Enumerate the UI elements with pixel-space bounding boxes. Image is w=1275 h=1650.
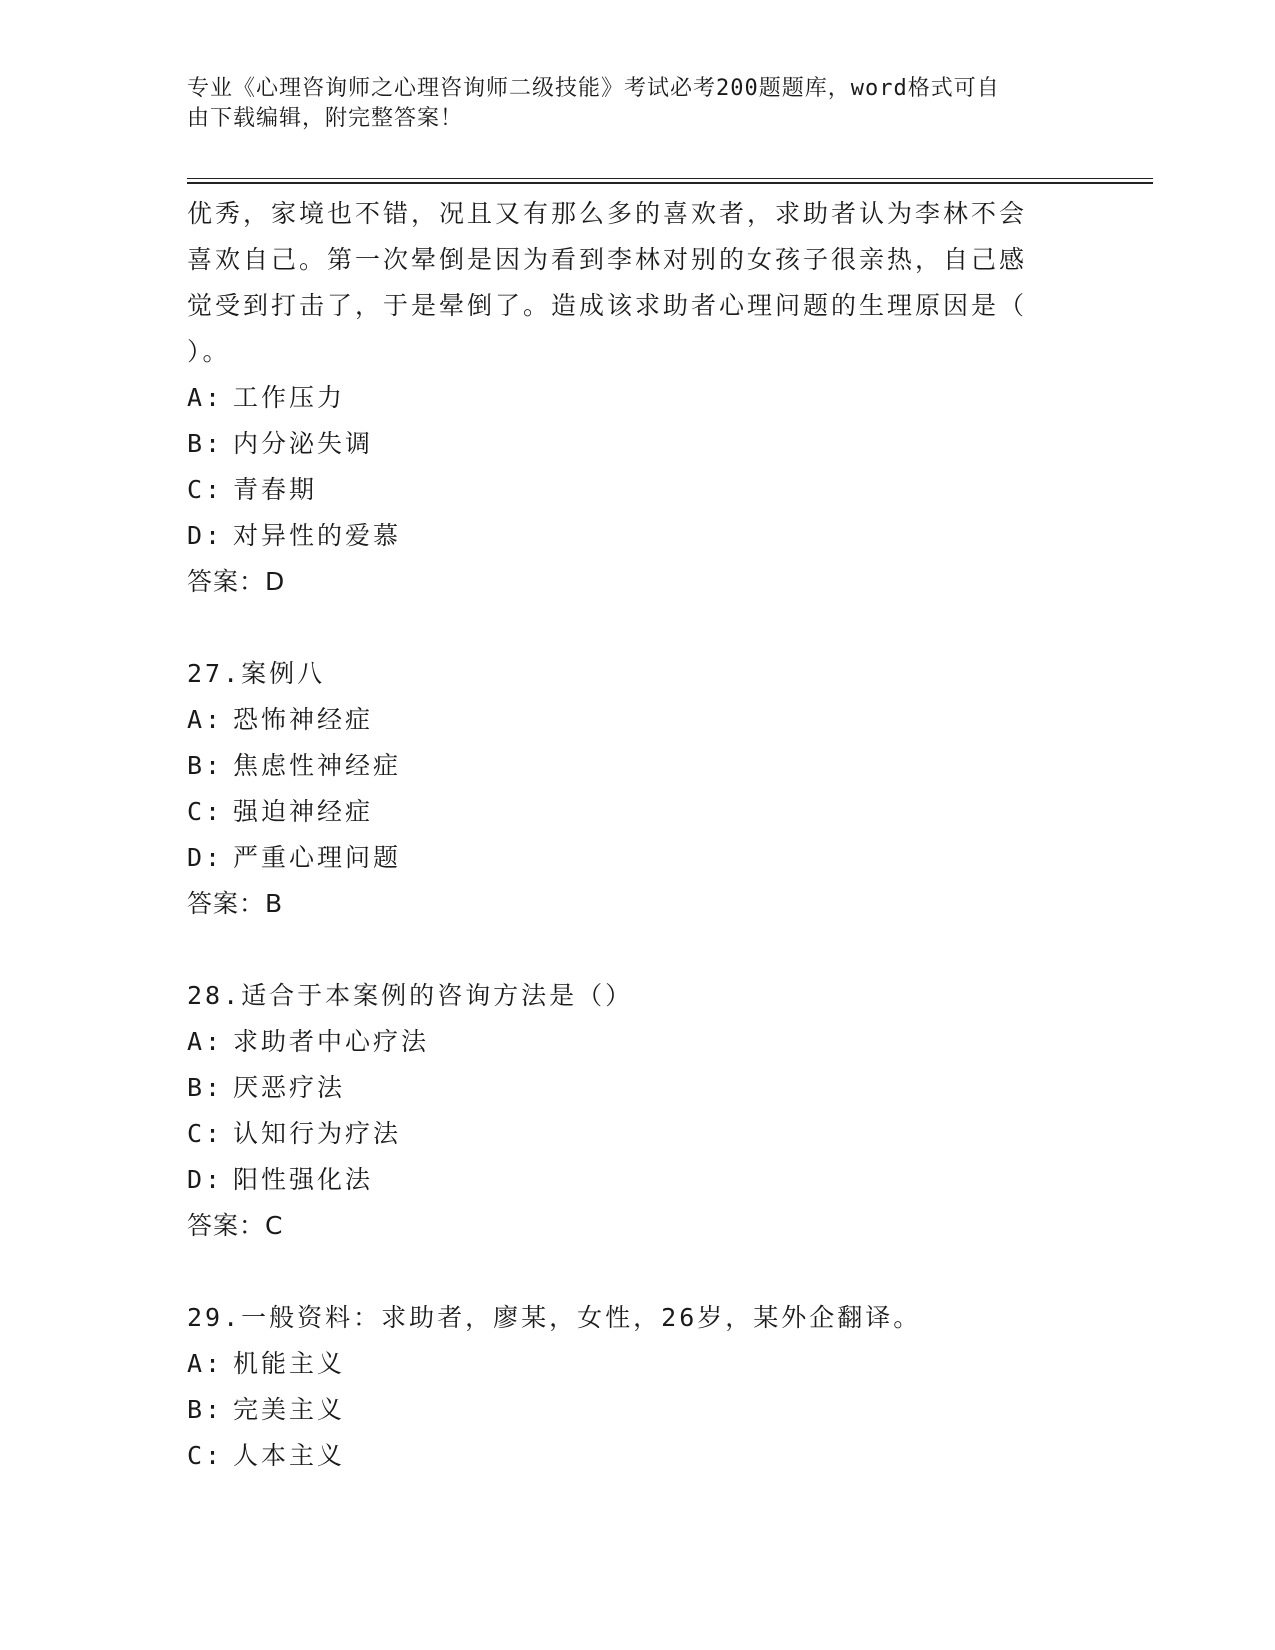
- question-stem: 28.适合于本案例的咨询方法是（）: [187, 981, 634, 1010]
- option-label: B:: [187, 1395, 224, 1424]
- header-divider-thick: [187, 182, 1153, 184]
- option-c: [187, 789, 1067, 835]
- document-body: [187, 191, 1067, 1479]
- option-text: 青春期: [233, 475, 318, 504]
- option-text: 人本主义: [233, 1441, 346, 1470]
- option-text: 焦虑性神经症: [233, 751, 402, 780]
- question-text-line: 喜欢自己。第一次晕倒是因为看到李林对别的女孩子很亲热，自己感: [187, 245, 1028, 274]
- option-text: 对异性的爱慕: [233, 521, 402, 550]
- question-27: [187, 651, 1067, 927]
- option-label: A:: [187, 705, 224, 734]
- document-header: [187, 74, 1067, 134]
- option-label: A:: [187, 1027, 224, 1056]
- option-c: [187, 467, 1067, 513]
- option-text: 恐怖神经症: [233, 705, 374, 734]
- question-stem: 29.一般资料：求助者，廖某，女性，26岁，某外企翻译。: [187, 1303, 922, 1332]
- option-a: [187, 375, 1067, 421]
- option-text: 严重心理问题: [233, 843, 402, 872]
- spacer: [187, 927, 1067, 973]
- option-text: 内分泌失调: [233, 429, 374, 458]
- option-d: [187, 1157, 1067, 1203]
- option-text: 阳性强化法: [233, 1165, 374, 1194]
- option-text: 求助者中心疗法: [233, 1027, 430, 1056]
- option-label: B:: [187, 751, 224, 780]
- option-label: C:: [187, 1441, 224, 1470]
- option-text: 厌恶疗法: [233, 1073, 346, 1102]
- spacer: [187, 1249, 1067, 1295]
- option-c: [187, 1433, 1067, 1479]
- option-a: [187, 1341, 1067, 1387]
- spacer: [187, 605, 1067, 651]
- answer-line: 答案：B: [187, 889, 284, 918]
- option-label: B:: [187, 429, 224, 458]
- option-label: A:: [187, 1349, 224, 1378]
- question-continued: [187, 191, 1067, 605]
- option-b: [187, 421, 1067, 467]
- header-divider-thin: [187, 178, 1153, 179]
- header-line-2: 由下载编辑，附完整答案！: [187, 106, 464, 131]
- option-text: 强迫神经症: [233, 797, 374, 826]
- question-29: [187, 1295, 1067, 1479]
- option-label: B:: [187, 1073, 224, 1102]
- option-text: 机能主义: [233, 1349, 346, 1378]
- option-text: 工作压力: [233, 383, 346, 412]
- option-label: D:: [187, 1165, 224, 1194]
- option-a: [187, 1019, 1067, 1065]
- answer-line: 答案：C: [187, 1211, 284, 1240]
- question-text-line: 觉受到打击了，于是晕倒了。造成该求助者心理问题的生理原因是（: [187, 291, 1028, 320]
- option-text: 认知行为疗法: [233, 1119, 402, 1148]
- answer-line: 答案：D: [187, 567, 286, 596]
- option-c: [187, 1111, 1067, 1157]
- option-text: 完美主义: [233, 1395, 346, 1424]
- question-stem: 27.案例八: [187, 659, 326, 688]
- option-d: [187, 835, 1067, 881]
- option-d: [187, 513, 1067, 559]
- question-text-line: ）。: [187, 337, 231, 366]
- option-label: D:: [187, 843, 224, 872]
- option-label: C:: [187, 797, 224, 826]
- option-label: C:: [187, 475, 224, 504]
- option-b: [187, 743, 1067, 789]
- option-b: [187, 1065, 1067, 1111]
- option-a: [187, 697, 1067, 743]
- question-28: [187, 973, 1067, 1249]
- question-text-line: 优秀，家境也不错，况且又有那么多的喜欢者，求助者认为李林不会: [187, 199, 1028, 228]
- header-line-1: 专业《心理咨询师之心理咨询师二级技能》考试必考200题题库，word格式可自: [187, 76, 1000, 101]
- option-b: [187, 1387, 1067, 1433]
- option-label: C:: [187, 1119, 224, 1148]
- option-label: A:: [187, 383, 224, 412]
- option-label: D:: [187, 521, 224, 550]
